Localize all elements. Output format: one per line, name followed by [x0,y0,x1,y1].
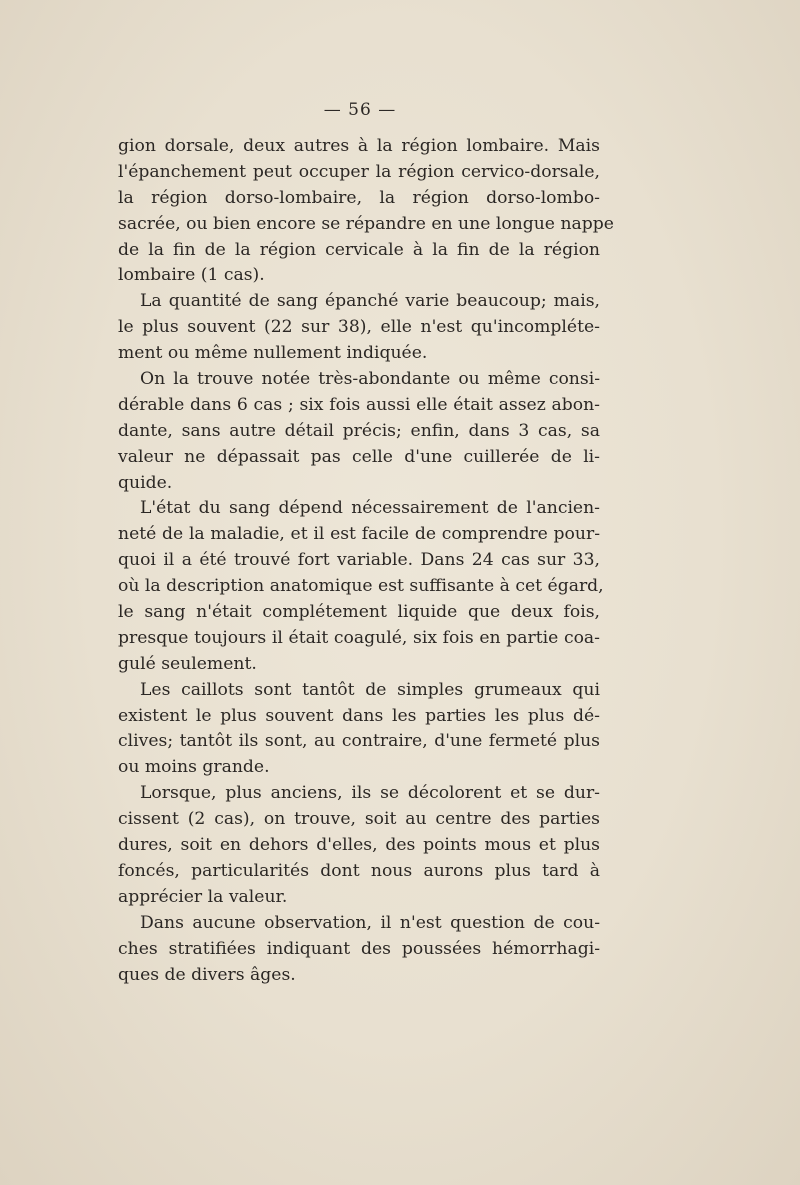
text-line: dante, sans autre détail précis; enfin, dans 3 cas, sa [118,420,600,441]
text-line: gulé seulement. [118,653,257,674]
text-line: ou moins grande. [118,757,270,778]
text-line: où la description anatomique est suffisante à cet égard, [118,576,604,597]
body-text [118,134,614,988]
text-line: ques de divers âges. [118,964,296,985]
text-line: On la trouve notée très-abondante ou même consi- [140,369,600,390]
text-line: Les caillots sont tantôt de simples grumeaux qui [140,679,600,700]
text-line: neté de la maladie, et il est facile de comprendre pour- [118,524,600,545]
text-line: foncés, particularités dont nous aurons plus tard à [118,860,600,881]
text-line: l'épanchement peut occuper la région cervico-dorsale, [118,161,600,182]
text-line: dérable dans 6 cas ; six fois aussi elle était assez abon- [118,394,600,415]
page-number: — 56 — [323,100,397,120]
text-line: ment ou même nullement indiquée. [118,343,428,364]
text-line: Lorsque, plus anciens, ils se décolorent et se dur- [140,783,600,804]
text-line: La quantité de sang épanché varie beaucoup; mais, [140,291,600,312]
text-line: le plus souvent (22 sur 38), elle n'est qu'incompléte- [118,317,600,338]
text-line: le sang n'était complétement liquide que deux fois, [118,602,600,623]
text-line: lombaire (1 cas). [118,265,265,286]
text-line: la région dorso-lombaire, la région dorso-lombo- [118,187,600,208]
text-line: dures, soit en dehors d'elles, des points mous et plus [118,835,600,856]
text-line: L'état du sang dépend nécessairement de l'ancien- [140,498,600,519]
text-line: existent le plus souvent dans les parties les plus dé- [118,705,600,726]
text-line: quoi il a été trouvé fort variable. Dans 24 cas sur 33, [118,550,600,571]
text-line: sacrée, ou bien encore se répandre en une longue nappe [118,213,614,234]
text-line: Dans aucune observation, il n'est question de cou- [140,912,600,933]
text-line: presque toujours il était coagulé, six fois en partie coa- [118,627,600,648]
text-line: apprécier la valeur. [118,886,288,907]
text-line: de la fin de la région cervicale à la fin de la région [118,239,600,260]
text-line: clives; tantôt ils sont, au contraire, d'une fermeté plus [118,731,600,752]
text-line: quide. [118,472,173,493]
text-line: ches stratifiées indiquant des poussées hémorrhagi- [118,938,600,959]
text-line: cissent (2 cas), on trouve, soit au centre des parties [118,809,600,830]
text-line: valeur ne dépassait pas celle d'une cuillerée de li- [118,446,600,467]
text-line: gion dorsale, deux autres à la région lombaire. Mais [118,136,600,156]
